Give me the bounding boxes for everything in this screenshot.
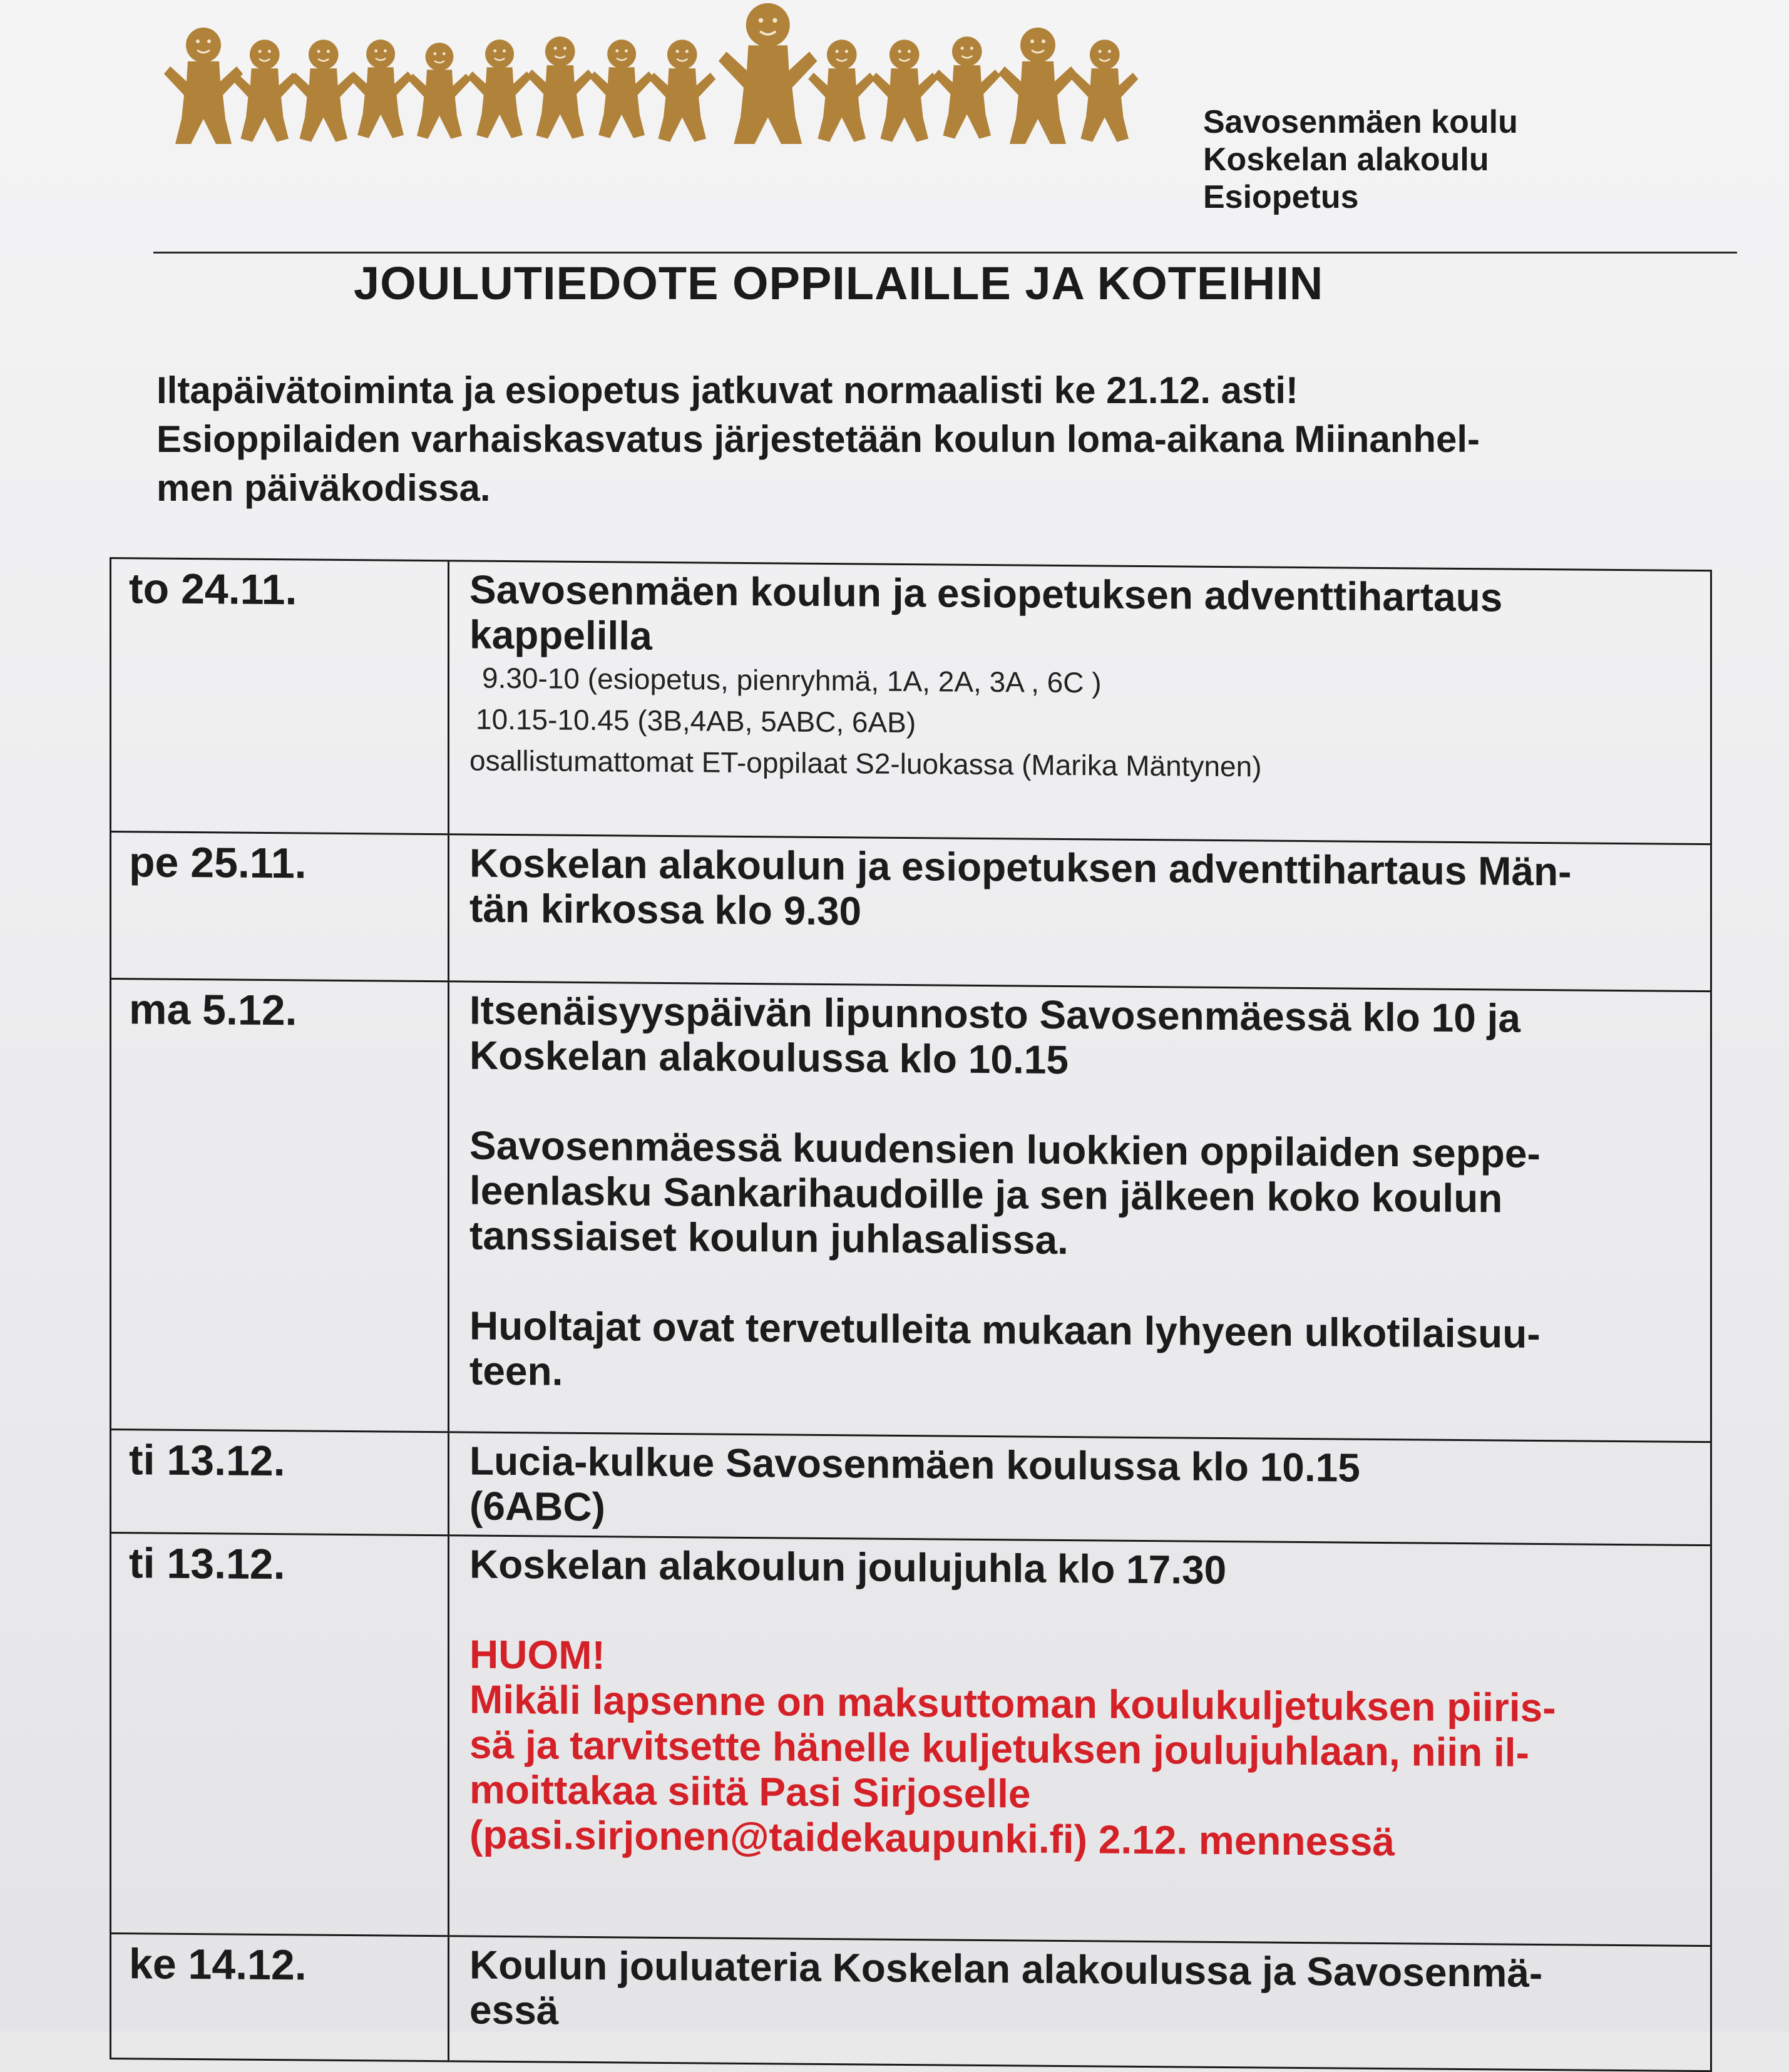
- gingerbread-icon: [467, 39, 531, 138]
- event-line: tanssiaiset koulun juhlasalissa.: [469, 1213, 1069, 1263]
- table-row: [110, 1534, 1712, 1947]
- event-line: Koskelan alakoulun joulujuhla klo 17.30: [469, 1541, 1227, 1593]
- detail-line: 10.15-10.45 (3B,4AB, 5ABC, 6AB): [476, 702, 916, 739]
- event-cell: [449, 1937, 1710, 2070]
- gingerbread-icon: [526, 36, 593, 138]
- date-cell: ti 13.12.: [111, 1430, 449, 1534]
- gingerbread-icon: [1071, 39, 1138, 141]
- schedule-table: [110, 557, 1712, 2072]
- event-cell: [449, 1536, 1710, 1945]
- date-cell: to 24.11.: [111, 559, 449, 833]
- table-row: [110, 980, 1712, 1443]
- document-title: JOULUTIEDOTE OPPILAILLE JA KOTEIHIN: [354, 257, 1324, 309]
- gingerbread-icons: [161, 0, 1151, 144]
- header-divider: [153, 252, 1737, 254]
- date-cell: ma 5.12.: [111, 980, 449, 1431]
- date-cell: ke 14.12.: [111, 1934, 449, 2060]
- notice-line: HUOM!: [469, 1631, 605, 1678]
- gingerbread-icon: [648, 39, 715, 141]
- table-row: [110, 1430, 1712, 1546]
- notice-line: (pasi.sirjonen@taidekaupunki.fi) 2.12. mennessä: [469, 1812, 1395, 1865]
- school-line: Savosenmäen koulu: [1203, 104, 1518, 140]
- event-cell: [449, 982, 1710, 1441]
- event-line: teen.: [469, 1348, 563, 1394]
- table-row: [110, 557, 1712, 845]
- intro-line: Esioppilaiden varhaiskasvatus järjestetään koulun loma-aikana Miinanhel-: [156, 418, 1480, 460]
- notice-line: moittakaa siitä Pasi Sirjoselle: [469, 1767, 1031, 1817]
- gingerbread-icon: [408, 43, 471, 139]
- event-cell: [449, 1433, 1710, 1544]
- event-line: tän kirkossa klo 9.30: [469, 885, 862, 934]
- date-cell: ti 13.12.: [111, 1534, 449, 1935]
- gingerbread-icon: [808, 39, 875, 141]
- event-cell: [449, 562, 1710, 843]
- gingerbread-icon: [719, 3, 818, 144]
- event-line: Savosenmäessä kuudensien luokkien oppilaiden seppe-: [469, 1122, 1540, 1176]
- event-line: kappelilla: [469, 612, 652, 659]
- notice-line: Mikäli lapsenne on maksuttoman koulukuljetuksen piiris-: [469, 1676, 1556, 1731]
- date-cell: pe 25.11.: [111, 833, 449, 980]
- event-line: Savosenmäen koulun ja esiopetuksen adventtihartaus: [469, 567, 1503, 620]
- intro-line: Iltapäivätoiminta ja esiopetus jatkuvat normaalisti ke 21.12. asti!: [156, 369, 1299, 411]
- gingerbread-icon: [348, 39, 413, 138]
- detail-line: 9.30-10 (esiopetus, pienryhmä, 1A, 2A, 3A , 6C ): [482, 661, 1102, 699]
- event-line: leenlasku Sankarihaudoille ja sen jälkeen koko koulun: [469, 1167, 1503, 1221]
- table-row: [110, 833, 1712, 992]
- gingerbread-border: [161, 0, 1151, 144]
- event-cell: [449, 835, 1710, 990]
- gingerbread-icon: [998, 28, 1077, 144]
- notice-block: [469, 1632, 1691, 1867]
- event-line: Huoltajat ovat tervetulleita mukaan lyhyeen ulkotilaisuu-: [469, 1303, 1540, 1357]
- gingerbread-icon: [290, 39, 357, 141]
- gingerbread-icon: [589, 39, 654, 138]
- event-line: Koskelan alakoulussa klo 10.15: [469, 1032, 1069, 1083]
- school-line: Koskelan alakoulu: [1203, 141, 1489, 178]
- gingerbread-icon: [933, 36, 1000, 138]
- event-line: Koskelan alakoulun ja esiopetuksen adventtihartaus Män-: [469, 840, 1572, 895]
- gingerbread-icon: [231, 39, 298, 141]
- event-line: essä: [469, 1987, 559, 2033]
- gingerbread-icon: [164, 28, 243, 144]
- detail-line: osallistumattomat ET-oppilaat S2-luokassa (Marika Mäntynen): [469, 744, 1262, 783]
- table-row: [110, 1934, 1712, 2072]
- gingerbread-icon: [871, 39, 938, 141]
- event-line: Koulun jouluateria Koskelan alakoulussa ja Savosenmä-: [469, 1942, 1543, 1996]
- school-name-block: [1203, 103, 1518, 216]
- event-line: (6ABC): [469, 1483, 605, 1530]
- notice-line: sä ja tarvitsette hänelle kuljetuksen joulujuhlaan, niin il-: [469, 1721, 1529, 1775]
- event-details: [469, 657, 1691, 791]
- event-line: Itsenäisyyspäivän lipunnosto Savosenmäessä klo 10 ja: [469, 987, 1520, 1041]
- intro-line: men päiväkodissa.: [156, 467, 491, 509]
- intro-paragraph: [156, 366, 1703, 513]
- event-line: Lucia-kulkue Savosenmäen koulussa klo 10.15: [469, 1438, 1360, 1490]
- school-line: Esiopetus: [1203, 179, 1359, 215]
